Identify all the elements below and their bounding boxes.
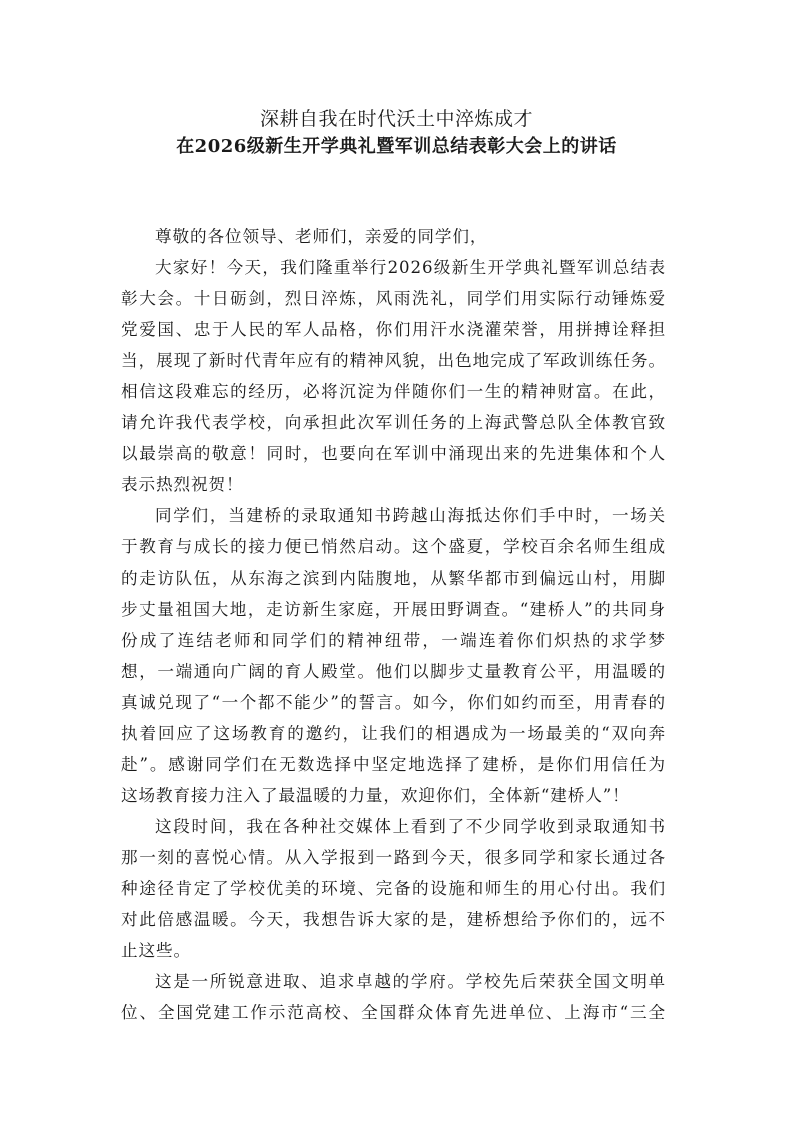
text-line: 的走访队伍，从东海之滨到内陆腹地，从繁华都市到偏远山村，用脚 bbox=[121, 568, 666, 588]
text-line: 党爱国、忠于人民的军人品格，你们用汗水浇灌荣誉，用拼搏诠释担 bbox=[121, 320, 666, 340]
text-line: 尊敬的各位领导、老师们，亲爱的同学们， bbox=[155, 227, 488, 246]
text-line: 对此倍感温暖。今天，我想告诉大家的是，建桥想给予你们的，远不 bbox=[121, 910, 666, 930]
text-line: 执着回应了这场教育的邀约，让我们的相遇成为一场最美的“双向奔 bbox=[121, 723, 666, 743]
text-line: 表示热烈祝贺！ bbox=[121, 475, 244, 495]
text-line: 这场教育接力注入了最温暖的力量，欢迎你们，全体新“建桥人”！ bbox=[121, 785, 630, 805]
text-line: 以最崇高的敬意！同时，也要向在军训中涌现出来的先进集体和个人 bbox=[121, 444, 666, 464]
text-line: 同学们，当建桥的录取通知书跨越山海抵达你们手中时，一场关 bbox=[155, 506, 666, 526]
text-line: 当，展现了新时代青年应有的精神风貌，出色地完成了军政训练任务。 bbox=[121, 351, 666, 371]
text-line: 于教育与成长的接力便已悄然启动。这个盛夏，学校百余名师生组成 bbox=[121, 537, 666, 557]
speech-body bbox=[121, 221, 666, 1028]
text-line: 真诚兑现了“一个都不能少”的誓言。如今，你们如约而至，用青春的 bbox=[121, 692, 666, 712]
document-title: 深耕自我在时代沃土中淬炼成才 bbox=[259, 108, 533, 130]
text-line: 位、全国党建工作示范高校、全国群众体育先进单位、上海市“三全 bbox=[121, 1003, 666, 1023]
text-line: 这是一所锐意进取、追求卓越的学府。学校先后荣获全国文明单 bbox=[155, 972, 666, 992]
text-line: 这段时间，我在各种社交媒体上看到了不少同学收到录取通知书 bbox=[155, 816, 666, 836]
text-line: 份成了连结老师和同学们的精神纽带，一端连着你们炽热的求学梦 bbox=[121, 630, 666, 650]
text-line: 想，一端通向广阔的育人殿堂。他们以脚步丈量教育公平，用温暖的 bbox=[121, 661, 666, 681]
text-line: 相信这段难忘的经历，必将沉淀为伴随你们一生的精神财富。在此， bbox=[121, 382, 666, 402]
text-line: 赴”。感谢同学们在无数选择中坚定地选择了建桥，是你们用信任为 bbox=[121, 754, 666, 774]
text-line: 种途径肯定了学校优美的环境、完备的设施和师生的用心付出。我们 bbox=[121, 878, 666, 898]
text-line: 彰大会。十日砺剑，烈日淬炼，风雨洗礼，同学们用实际行动锤炼爱 bbox=[121, 289, 666, 309]
text-line: 大家好！今天，我们隆重举行2026级新生开学典礼暨军训总结表 bbox=[155, 258, 666, 278]
text-line: 请允许我代表学校，向承担此次军训任务的上海武警总队全体教官致 bbox=[121, 413, 666, 433]
text-line: 止这些。 bbox=[121, 941, 191, 961]
document-subtitle: 在2026级新生开学典礼暨军训总结表彰大会上的讲话 bbox=[176, 136, 617, 157]
text-line: 步丈量祖国大地，走访新生家庭，开展田野调查。“建桥人”的共同身 bbox=[121, 599, 666, 619]
text-line: 那一刻的喜悦心情。从入学报到一路到今天，很多同学和家长通过各 bbox=[121, 847, 666, 867]
